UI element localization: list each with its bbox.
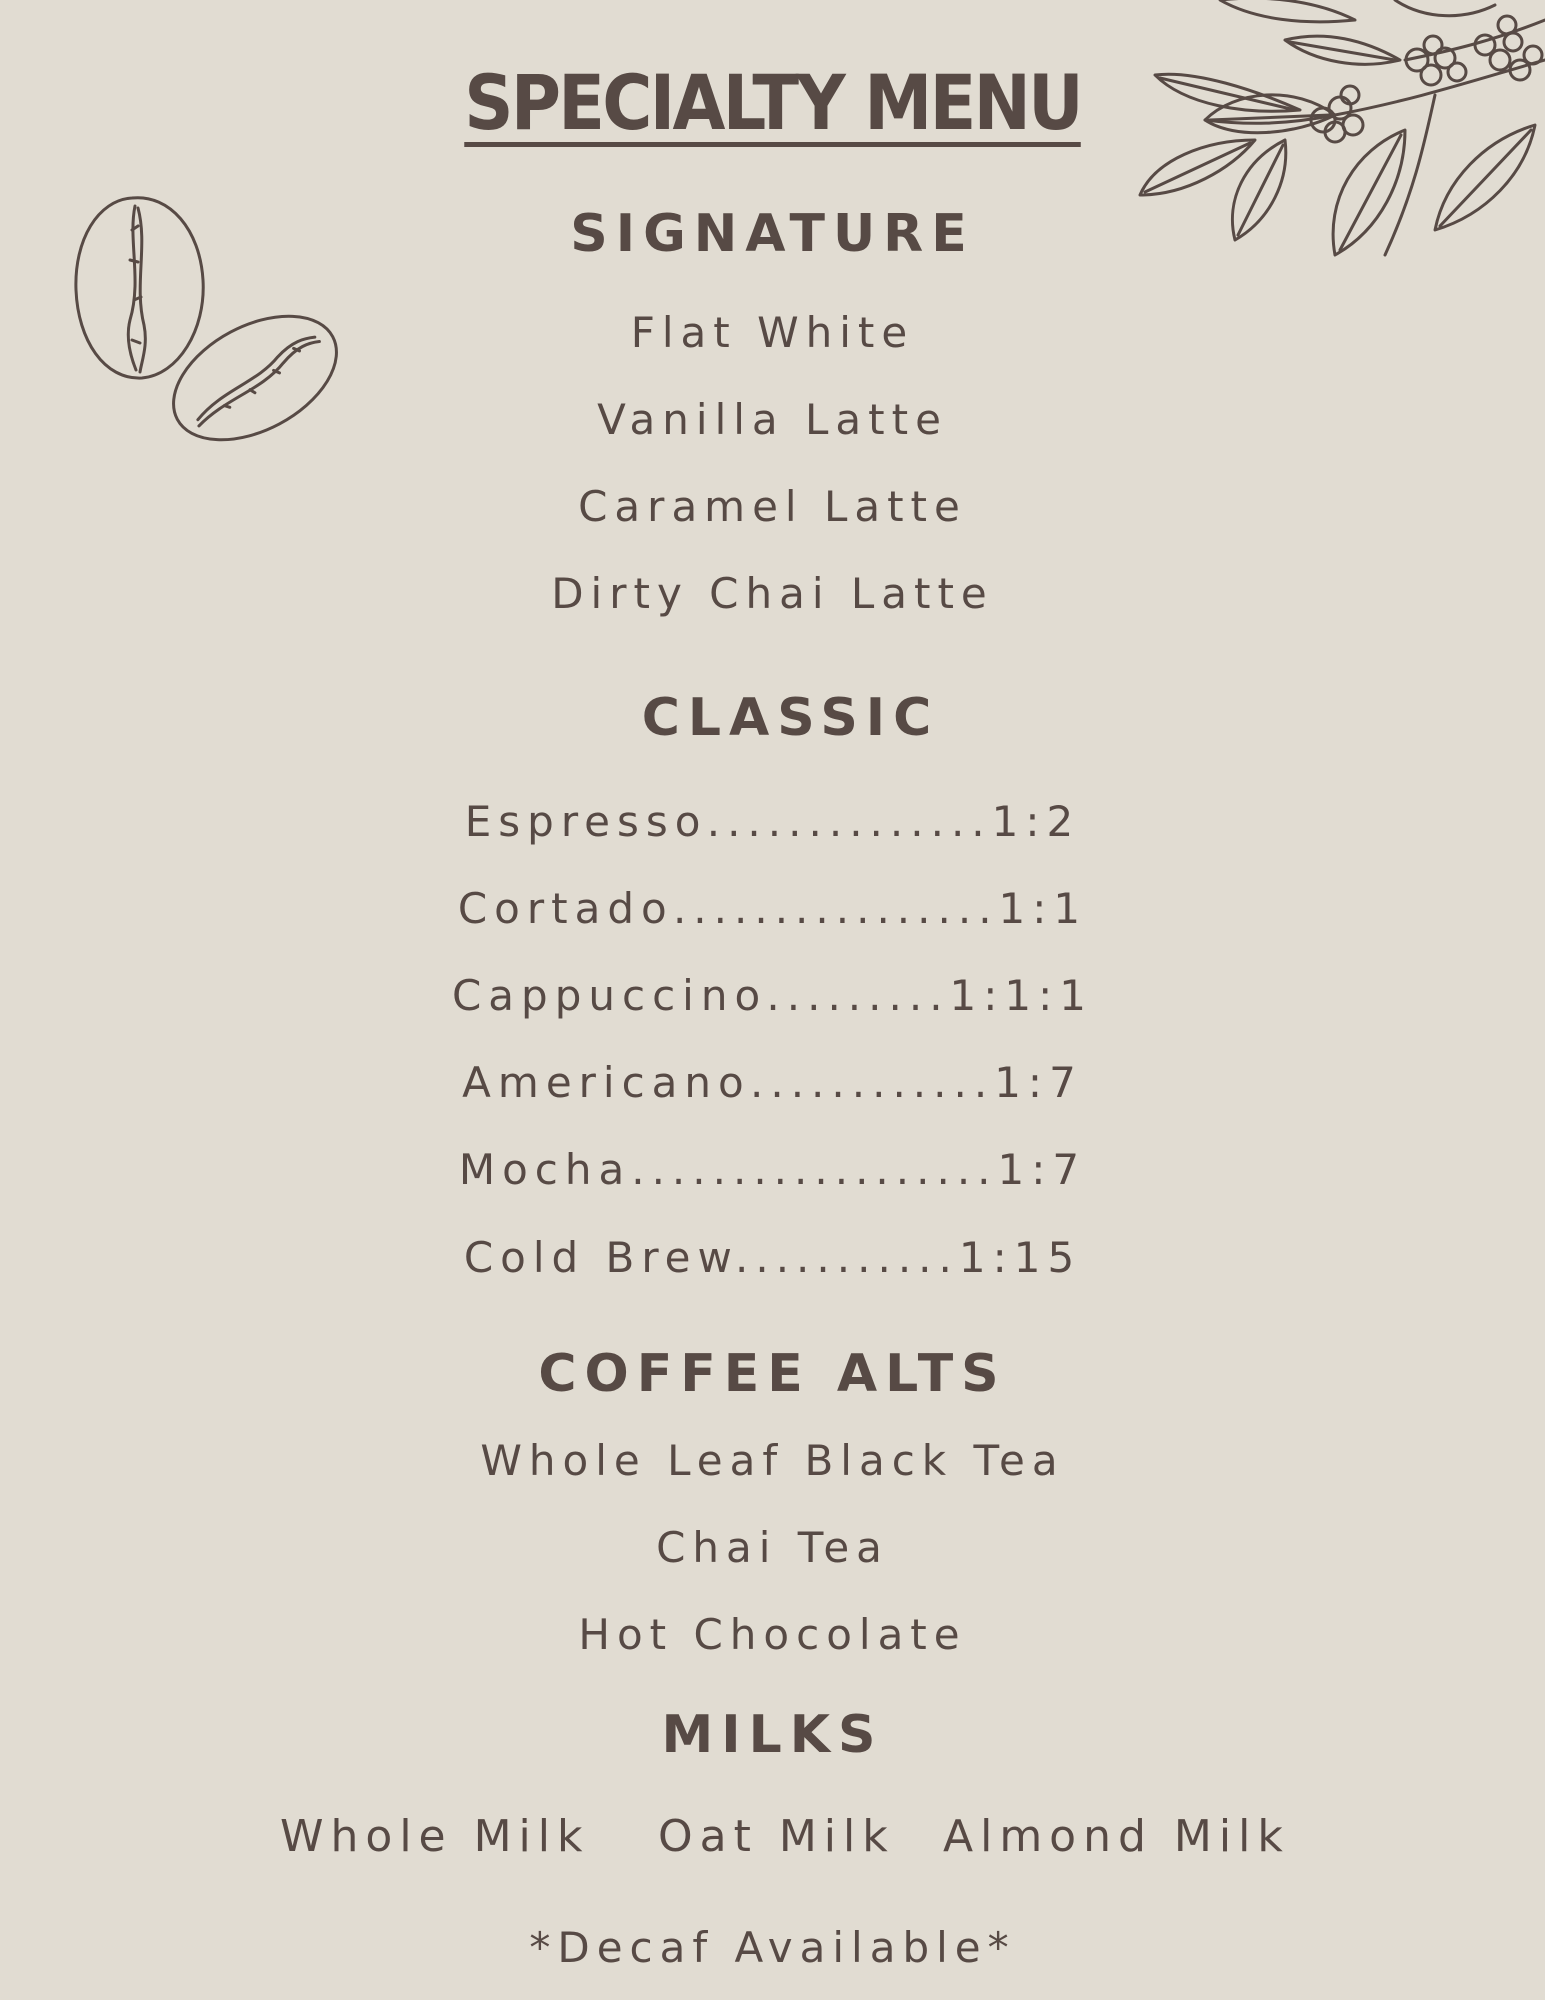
menu-item: Chai Tea (656, 1523, 889, 1572)
section-heading-coffee-alts: COFFEE ALTS (538, 1344, 1007, 1404)
menu-item: Mocha..................1:7 (458, 1145, 1087, 1194)
milk-option: Oat Milk (658, 1811, 895, 1862)
menu-item: Americano............1:7 (462, 1058, 1083, 1107)
menu-item: Vanilla Latte (597, 395, 948, 444)
section-heading-signature: SIGNATURE (570, 204, 975, 264)
section-heading-classic: CLASSIC (641, 688, 940, 748)
menu-item: Espresso..............1:2 (464, 797, 1081, 846)
section-heading-milks: MILKS (661, 1705, 884, 1765)
milk-option: Whole Milk (280, 1811, 590, 1862)
decaf-note: *Decaf Available* (529, 1923, 1016, 1972)
menu-item: Cappuccino.........1:1:1 (451, 971, 1094, 1020)
menu-item: Dirty Chai Latte (551, 569, 994, 618)
menu-item: Whole Leaf Black Tea (480, 1436, 1065, 1485)
menu-item: Flat White (630, 308, 915, 357)
menu-title-text: SPECIALTY MENU (464, 58, 1081, 147)
menu-item: Cortado................1:1 (457, 884, 1088, 933)
menu-item: Cold Brew...........1:15 (463, 1233, 1082, 1282)
menu-title (0, 58, 1545, 147)
menu-item: Caramel Latte (578, 482, 967, 531)
menu-item: Hot Chocolate (578, 1610, 967, 1659)
milk-option: Almond Milk (943, 1811, 1290, 1862)
